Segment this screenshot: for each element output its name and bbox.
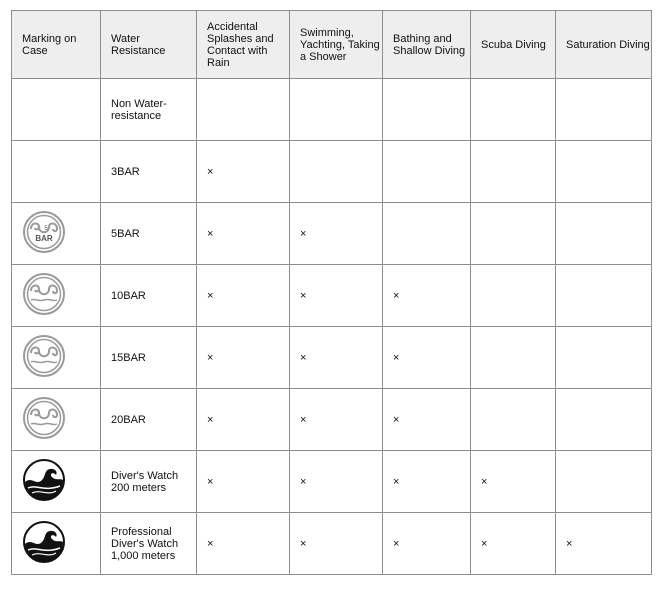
check-cell-bathing	[383, 513, 471, 575]
header-accidental-splashes: Accidental Splashes and Contact with Rain	[197, 11, 290, 79]
header-marking-on-case: Marking on Case	[12, 11, 101, 79]
water-resistance-label: 5BAR	[101, 203, 197, 265]
check-cell-saturation-diving	[556, 327, 652, 389]
check-cell-scuba-diving	[471, 451, 556, 513]
marking-cell	[12, 141, 101, 203]
water-resistance-label: 15BAR	[101, 327, 197, 389]
svg-text:5: 5	[44, 226, 48, 232]
check-cell-scuba-diving	[471, 265, 556, 327]
check-cell-scuba-diving	[471, 79, 556, 141]
check-cell-accidental-splashes	[197, 203, 290, 265]
check-cell-bathing	[383, 389, 471, 451]
check-cell-bathing	[383, 141, 471, 203]
check-cell-scuba-diving	[471, 327, 556, 389]
header-saturation-diving: Saturation Diving	[556, 11, 652, 79]
check-mark: ×	[566, 537, 573, 550]
check-mark: ×	[393, 289, 400, 302]
check-mark: ×	[207, 165, 214, 178]
check-cell-saturation-diving	[556, 513, 652, 575]
marking-cell	[12, 265, 101, 327]
check-cell-scuba-diving	[471, 513, 556, 575]
check-mark: ×	[207, 227, 214, 240]
water-resistance-label: Professional Diver's Watch 1,000 meters	[101, 513, 197, 575]
check-cell-scuba-diving	[471, 389, 556, 451]
water-resistance-label: 3BAR	[101, 141, 197, 203]
check-cell-accidental-splashes	[197, 451, 290, 513]
water-resistance-label: 20BAR	[101, 389, 197, 451]
table-row	[12, 513, 652, 575]
svg-text:BAR: BAR	[35, 234, 53, 243]
check-cell-swimming	[290, 141, 383, 203]
table-row	[12, 451, 652, 513]
wave-icon	[22, 272, 66, 316]
check-cell-swimming	[290, 327, 383, 389]
header-water-resistance: Water Resistance	[101, 11, 197, 79]
marking-cell	[12, 327, 101, 389]
header-scuba-diving: Scuba Diving	[471, 11, 556, 79]
check-cell-bathing	[383, 265, 471, 327]
check-cell-accidental-splashes	[197, 513, 290, 575]
water-resistance-label: Diver's Watch 200 meters	[101, 451, 197, 513]
check-mark: ×	[393, 475, 400, 488]
check-cell-bathing	[383, 203, 471, 265]
marking-cell	[12, 389, 101, 451]
header-bathing: Bathing and Shallow Diving	[383, 11, 471, 79]
marking-cell	[12, 203, 101, 265]
diver-wave-icon	[22, 520, 66, 564]
check-cell-saturation-diving	[556, 389, 652, 451]
header-swimming: Swimming, Yachting, Taking a Shower	[290, 11, 383, 79]
check-mark: ×	[300, 289, 307, 302]
marking-cell	[12, 513, 101, 575]
check-mark: ×	[207, 537, 214, 550]
check-mark: ×	[300, 227, 307, 240]
check-cell-scuba-diving	[471, 203, 556, 265]
table-row	[12, 79, 652, 141]
table-header-row	[12, 11, 652, 79]
table-row	[12, 389, 652, 451]
table-row	[12, 265, 652, 327]
table-row	[12, 203, 652, 265]
check-cell-swimming	[290, 451, 383, 513]
check-cell-saturation-diving	[556, 451, 652, 513]
water-resistance-table	[11, 10, 652, 575]
check-mark: ×	[481, 475, 488, 488]
check-cell-swimming	[290, 265, 383, 327]
check-mark: ×	[207, 351, 214, 364]
wave-icon	[22, 334, 66, 378]
check-mark: ×	[207, 413, 214, 426]
wave-icon	[22, 396, 66, 440]
marking-cell	[12, 451, 101, 513]
check-mark: ×	[393, 537, 400, 550]
check-cell-saturation-diving	[556, 203, 652, 265]
diver-wave-icon	[22, 458, 66, 502]
check-cell-accidental-splashes	[197, 327, 290, 389]
check-mark: ×	[300, 351, 307, 364]
check-mark: ×	[207, 475, 214, 488]
check-cell-accidental-splashes	[197, 265, 290, 327]
check-cell-bathing	[383, 79, 471, 141]
check-cell-accidental-splashes	[197, 79, 290, 141]
check-mark: ×	[300, 475, 307, 488]
check-cell-bathing	[383, 327, 471, 389]
check-mark: ×	[300, 537, 307, 550]
check-cell-bathing	[383, 451, 471, 513]
check-cell-saturation-diving	[556, 141, 652, 203]
check-cell-swimming	[290, 203, 383, 265]
check-cell-swimming	[290, 79, 383, 141]
check-cell-saturation-diving	[556, 79, 652, 141]
check-mark: ×	[393, 351, 400, 364]
check-cell-accidental-splashes	[197, 389, 290, 451]
table-row	[12, 141, 652, 203]
check-cell-swimming	[290, 389, 383, 451]
water-resistance-label: Non Water-resistance	[101, 79, 197, 141]
check-mark: ×	[393, 413, 400, 426]
check-cell-swimming	[290, 513, 383, 575]
table-row	[12, 327, 652, 389]
check-mark: ×	[300, 413, 307, 426]
water-resistance-label: 10BAR	[101, 265, 197, 327]
wave-5bar-icon	[22, 210, 66, 254]
check-cell-saturation-diving	[556, 265, 652, 327]
check-mark: ×	[481, 537, 488, 550]
check-mark: ×	[207, 289, 214, 302]
marking-cell	[12, 79, 101, 141]
check-cell-accidental-splashes	[197, 141, 290, 203]
check-cell-scuba-diving	[471, 141, 556, 203]
